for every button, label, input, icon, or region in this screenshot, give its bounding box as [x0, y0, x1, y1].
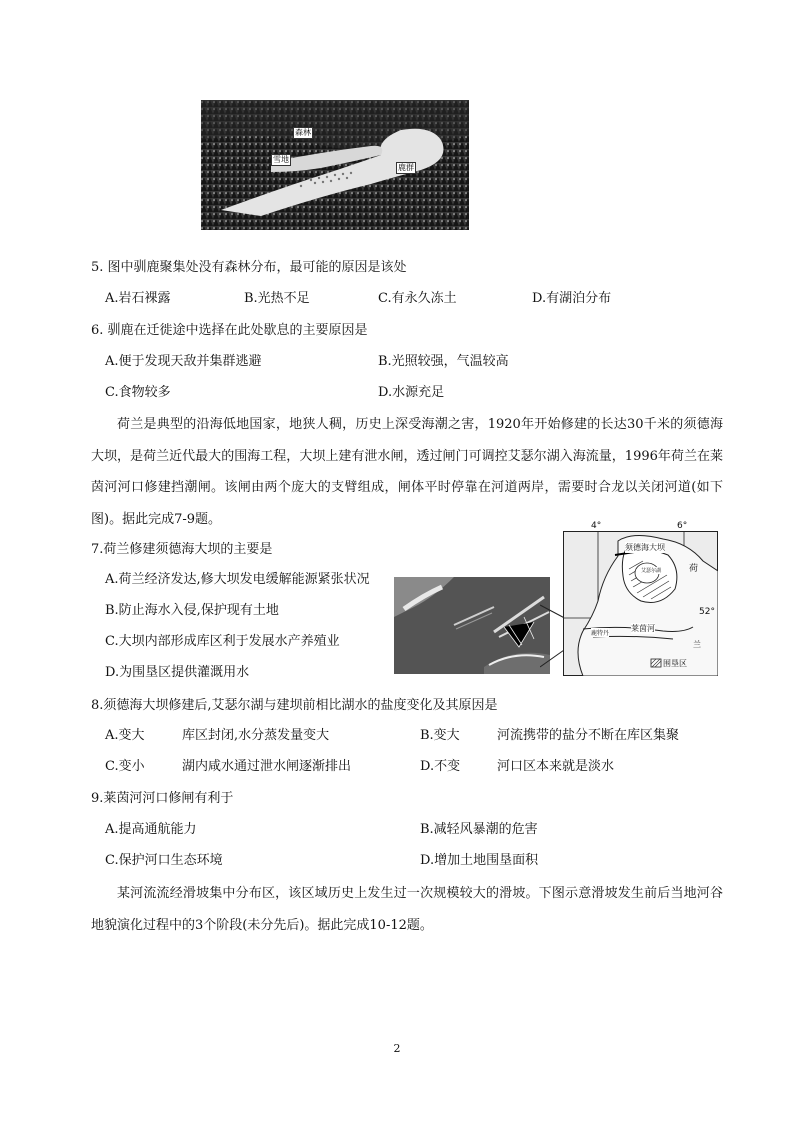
- country-label-lan: 兰: [693, 640, 701, 649]
- snow-label: 雪地: [273, 155, 289, 164]
- q6-option-d[interactable]: D.水源充足: [378, 385, 445, 400]
- rhine-river-label: 莱茵河: [631, 624, 655, 633]
- q5-option-d[interactable]: D.有湖泊分布: [532, 291, 612, 306]
- storm-barrier-photo: [394, 577, 550, 674]
- netherlands-map: [563, 521, 718, 676]
- deer-herd-label: 鹿群: [398, 163, 414, 172]
- q6-option-c[interactable]: C.食物较多: [105, 385, 171, 400]
- q8-option-d-letter[interactable]: D.不变: [420, 759, 461, 774]
- q9-stem: 9.莱茵河河口修闸有利于: [91, 791, 234, 806]
- q6-option-a[interactable]: A.便于发现天敌并集群逃避: [105, 354, 262, 369]
- q9-option-a[interactable]: A.提高通航能力: [105, 822, 197, 837]
- q9-option-b[interactable]: B.减轻风暴潮的危害: [420, 822, 538, 837]
- q8-option-b-reason: 河流携带的盐分不断在库区集聚: [497, 728, 680, 743]
- q5-option-b[interactable]: B.光热不足: [244, 291, 310, 306]
- reindeer-photo: [201, 100, 469, 230]
- passage-netherlands: 荷兰是典型的沿海低地国家，地狭人稠，历史上深受海潮之害，1920年开始修建的长达30千米的须德海大坝，是荷兰近代最大的围海工程，大坝上建有泄水闸，透过闸门可调控艾瑟尔湖入海流量，1996年荷兰在莱茵河河口修建挡潮闸。该闸由两个庞大的支臂组成，闸体平时停靠在河道两岸，需要时合龙以关闭河道(如下图)。据此完成7-9题。: [91, 417, 723, 527]
- zuiderzee-dam-label: 须德海大坝: [625, 543, 665, 552]
- ijsselmeer-label: 艾瑟尔湖: [641, 568, 662, 574]
- reindeer-photo-image: [201, 100, 469, 230]
- q5-stem: 5. 图中驯鹿聚集处没有森林分布，最可能的原因是该处: [91, 260, 407, 275]
- q8-option-a-reason: 库区封闭,水分蒸发量变大: [182, 728, 330, 743]
- q7-option-c[interactable]: C.大坝内部形成库区利于发展水产养殖业: [105, 634, 340, 649]
- longitude-6-label: 6°: [677, 521, 688, 531]
- q8-stem: 8.须德海大坝修建后,艾瑟尔湖与建坝前相比湖水的盐度变化及其原因是: [91, 698, 498, 713]
- q9-option-d[interactable]: D.增加土地围垦面积: [420, 853, 539, 868]
- reclamation-legend-label: 围垦区: [663, 659, 687, 668]
- forest-label: 森林: [295, 128, 311, 137]
- q6-option-b[interactable]: B.光照较强，气温较高: [378, 354, 509, 369]
- q5-option-c[interactable]: C.有永久冻土: [378, 291, 457, 306]
- q8-option-b-letter[interactable]: B.变大: [420, 728, 460, 743]
- rotterdam-label: 鹿特丹: [591, 630, 610, 637]
- country-label-he: 荷: [689, 564, 699, 574]
- storm-barrier-image: [394, 577, 550, 674]
- longitude-4-label: 4°: [591, 521, 602, 531]
- q6-stem: 6. 驯鹿在迁徙途中选择在此处歇息的主要原因是: [91, 323, 368, 338]
- latitude-52-label: 52°: [699, 607, 715, 617]
- passage-landslide: 某河流流经滑坡集中分布区，该区域历史上发生过一次规模较大的滑坡。下图示意滑坡发生前后当地河谷地貌演化过程中的3个阶段(未分先后)。据此完成10-12题。: [91, 886, 723, 933]
- q7-option-b[interactable]: B.防止海水入侵,保护现有土地: [105, 603, 279, 618]
- q7-stem: 7.荷兰修建须德海大坝的主要是: [91, 542, 273, 557]
- q7-option-d[interactable]: D.为围垦区提供灌溉用水: [105, 665, 250, 680]
- q8-option-c-reason: 湖内咸水通过泄水闸逐渐排出: [182, 759, 352, 774]
- q9-option-c[interactable]: C.保护河口生态环境: [105, 853, 223, 868]
- q5-option-a[interactable]: A.岩石裸露: [105, 291, 171, 306]
- page-number: 2: [393, 1042, 401, 1055]
- q8-option-a-letter[interactable]: A.变大: [105, 728, 145, 743]
- q7-option-a[interactable]: A.荷兰经济发达,修大坝发电缓解能源紧张状况: [105, 572, 370, 587]
- q8-option-c-letter[interactable]: C.变小: [105, 759, 145, 774]
- q8-option-d-reason: 河口区本来就是淡水: [497, 759, 615, 774]
